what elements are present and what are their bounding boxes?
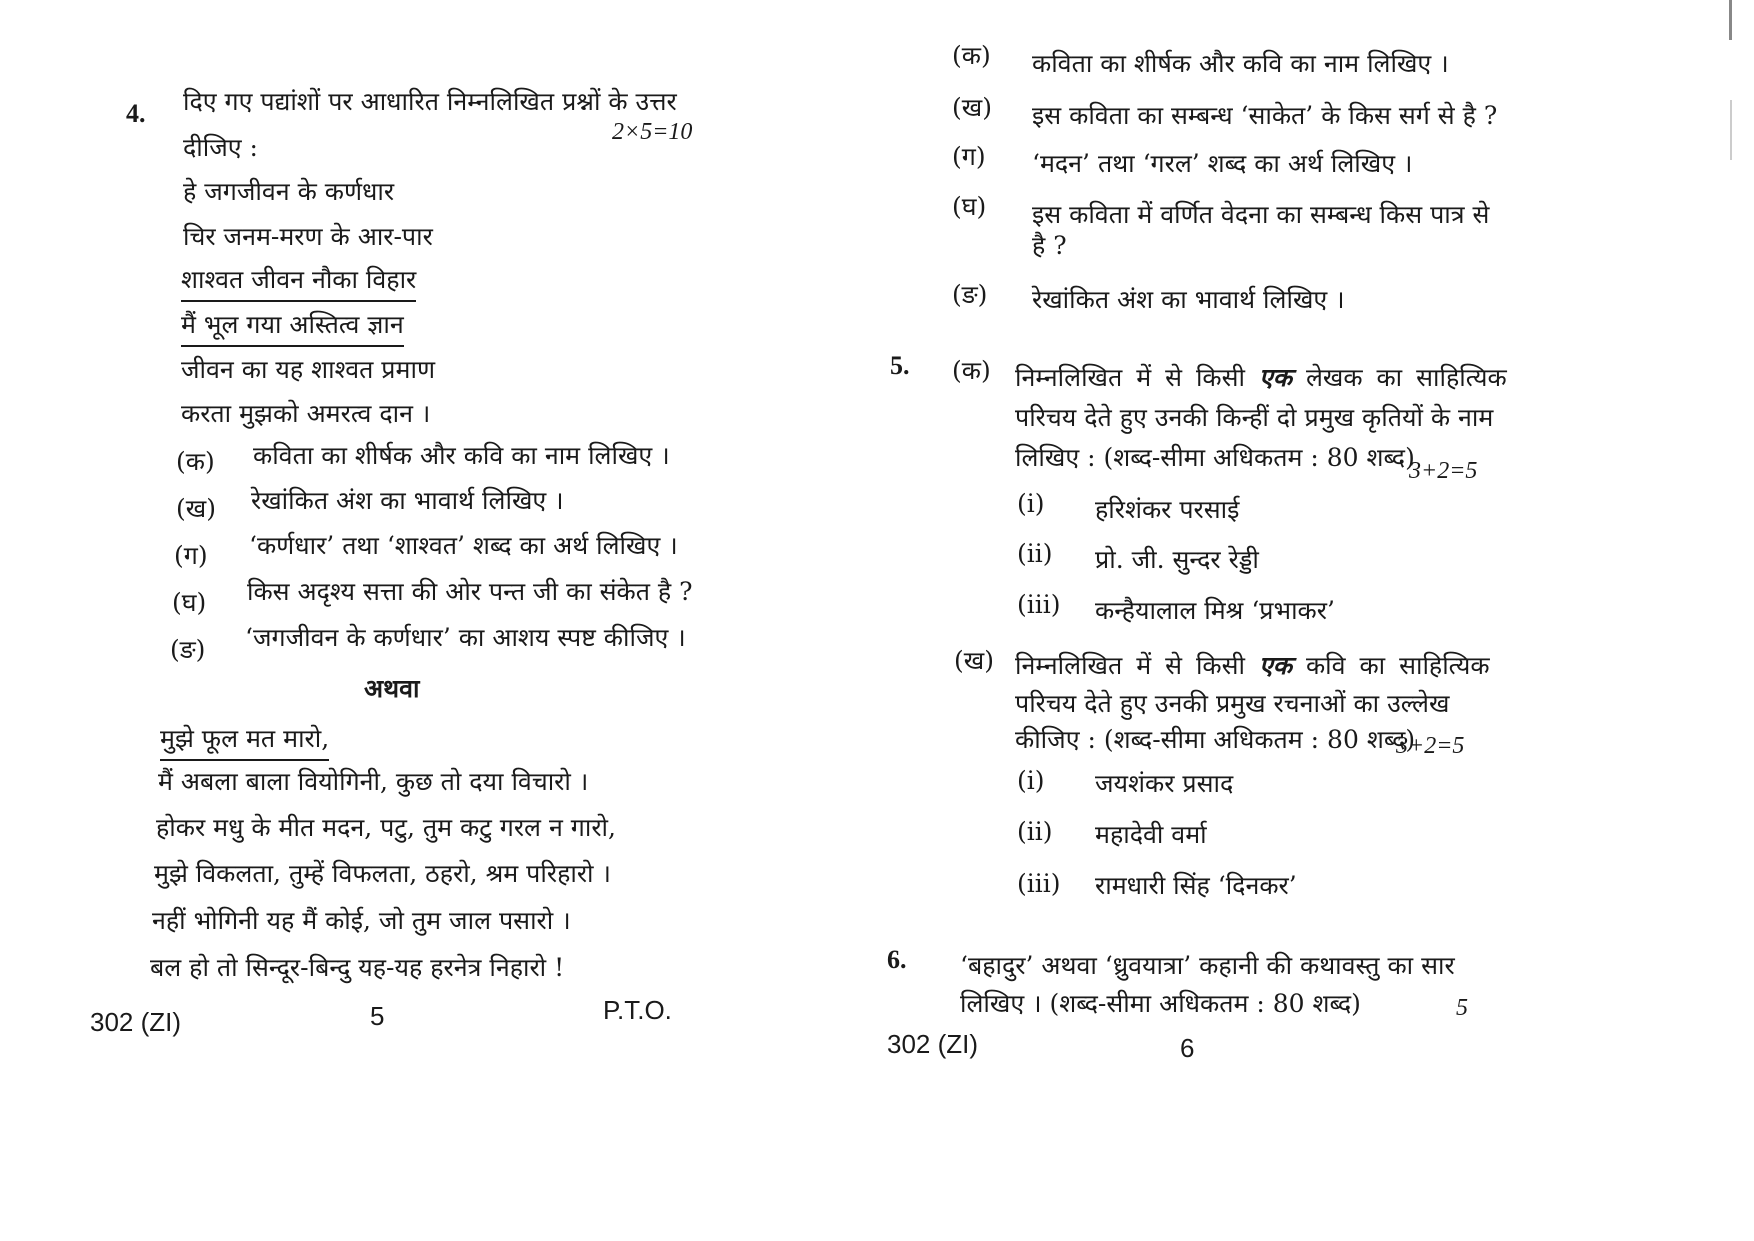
sub-question-label: (ख) bbox=[176, 494, 216, 523]
q5-part-ka-line1: निम्नलिखित में से किसी एक लेखक का साहित्यिक bbox=[1015, 363, 1507, 392]
sub-question-label: (घ) bbox=[172, 588, 207, 617]
footer-page-number: 6 bbox=[1180, 1033, 1195, 1063]
sub-question-label: (क) bbox=[952, 41, 991, 70]
or-label: अथवा bbox=[364, 674, 420, 703]
q5-part-ka-label: (क) bbox=[952, 356, 991, 385]
q5-part-kha-emphasis: एक bbox=[1258, 651, 1292, 680]
option-text: प्रो. जी. सुन्दर रेड्डी bbox=[1095, 545, 1259, 574]
sub-question-label: (ङ) bbox=[952, 280, 988, 309]
sub-question-text: ‘कर्णधार’ तथा ‘शाश्वत’ शब्द का अर्थ लिखिए । bbox=[249, 531, 678, 560]
sub-question-text: इस कविता में वर्णित वेदना का सम्बन्ध किस पात्र से bbox=[1032, 200, 1490, 229]
poem-1-line: हे जगजीवन के कर्णधार bbox=[183, 177, 395, 206]
question-5-number: 5. bbox=[890, 351, 910, 380]
sub-question-label: (ग) bbox=[174, 541, 208, 570]
question-4-instruction: दिए गए पद्यांशों पर आधारित निम्नलिखित प्रश्नों के उत्तर bbox=[183, 87, 677, 116]
question-4-number: 4. bbox=[126, 99, 146, 128]
poem-2-line-underlined: मुझे फूल मत मारो, bbox=[160, 723, 329, 761]
poem-2-line: होकर मधु के मीत मदन, पटु, तुम कटु गरल न गारो, bbox=[156, 813, 616, 842]
q5-part-kha-label: (ख) bbox=[954, 646, 994, 675]
right-page bbox=[877, 0, 1754, 1241]
q5-part-ka-marks: 3+2=5 bbox=[1409, 458, 1478, 484]
sub-question-label: (घ) bbox=[952, 192, 987, 221]
q5-part-kha-marks: 3+2=5 bbox=[1396, 733, 1465, 759]
poem-2-line: नहीं भोगिनी यह मैं कोई, जो तुम जाल पसारो । bbox=[152, 906, 571, 935]
q6-line1: ‘बहादुर’ अथवा ‘ध्रुवयात्रा’ कहानी की कथावस्तु का सार bbox=[960, 951, 1455, 980]
option-text: महादेवी वर्मा bbox=[1095, 820, 1207, 849]
sub-question-text: कविता का शीर्षक और कवि का नाम लिखिए । bbox=[253, 441, 670, 470]
option-text: रामधारी सिंह ‘दिनकर’ bbox=[1095, 871, 1297, 900]
option-label: (i) bbox=[1017, 766, 1045, 795]
option-label: (ii) bbox=[1017, 539, 1053, 568]
poem-1-line: करता मुझको अमरत्व दान । bbox=[181, 399, 431, 428]
q5-part-kha-line3: कीजिए : (शब्द-सीमा अधिकतम : 80 शब्द) bbox=[1015, 725, 1416, 754]
poem-1-line-underlined: मैं भूल गया अस्तित्व ज्ञान bbox=[181, 309, 404, 347]
footer-paper-code: 302 (ZI) bbox=[90, 1007, 182, 1037]
poem-2-line: बल हो तो सिन्दूर-बिन्दु यह-यह हरनेत्र निहारो ! bbox=[150, 953, 565, 982]
poem-2-line: मुझे विकलता, तुम्हें विफलता, ठहरो, श्रम परिहारो । bbox=[154, 859, 611, 888]
option-label: (ii) bbox=[1017, 817, 1053, 846]
footer-pto: P.T.O. bbox=[603, 995, 672, 1025]
question-4-marks: 2×5=10 bbox=[612, 119, 693, 145]
sub-question-text: ‘मदन’ तथा ‘गरल’ शब्द का अर्थ लिखिए । bbox=[1032, 149, 1413, 178]
option-text: कन्हैयालाल मिश्र ‘प्रभाकर’ bbox=[1095, 596, 1335, 625]
option-text: जयशंकर प्रसाद bbox=[1095, 769, 1234, 798]
sub-question-text-cont: है ? bbox=[1032, 231, 1067, 260]
question-4-instruction-cont: दीजिए : bbox=[183, 133, 258, 162]
poem-1-line: चिर जनम-मरण के आर-पार bbox=[183, 222, 433, 251]
sub-question-text: कविता का शीर्षक और कवि का नाम लिखिए । bbox=[1032, 49, 1449, 78]
sub-question-text: किस अदृश्य सत्ता की ओर पन्त जी का संकेत है ? bbox=[247, 577, 693, 606]
footer-paper-code: 302 (ZI) bbox=[887, 1029, 979, 1059]
poem-1-line: जीवन का यह शाश्वत प्रमाण bbox=[181, 355, 436, 384]
option-text: हरिशंकर परसाई bbox=[1095, 495, 1240, 524]
q5-part-kha-line2: परिचय देते हुए उनकी प्रमुख रचनाओं का उल्लेख bbox=[1015, 689, 1450, 718]
q5-part-ka-emphasis: एक bbox=[1258, 363, 1292, 392]
scan-edge-mark bbox=[1729, 0, 1732, 40]
sub-question-text: इस कविता का सम्बन्ध ‘साकेत’ के किस सर्ग से है ? bbox=[1032, 101, 1498, 130]
option-label: (i) bbox=[1017, 489, 1045, 518]
sub-question-text: रेखांकित अंश का भावार्थ लिखिए । bbox=[251, 486, 564, 515]
q5-part-kha-line1: निम्नलिखित में से किसी एक कवि का साहित्यिक bbox=[1015, 651, 1490, 680]
sub-question-text: ‘जगजीवन के कर्णधार’ का आशय स्पष्ट कीजिए । bbox=[245, 623, 686, 652]
question-6-number: 6. bbox=[887, 945, 907, 974]
poem-1-line-underlined: शाश्वत जीवन नौका विहार bbox=[181, 264, 416, 302]
poem-2-line: मैं अबला बाला वियोगिनी, कुछ तो दया विचारो । bbox=[158, 767, 589, 796]
sub-question-label: (क) bbox=[176, 447, 215, 476]
sub-question-text: रेखांकित अंश का भावार्थ लिखिए । bbox=[1032, 285, 1345, 314]
option-label: (iii) bbox=[1017, 590, 1061, 619]
sub-question-label: (ङ) bbox=[170, 635, 206, 664]
q5-part-ka-line2: परिचय देते हुए उनकी किन्हीं दो प्रमुख कृतियों के नाम bbox=[1015, 403, 1494, 432]
sub-question-label: (ग) bbox=[952, 142, 986, 171]
q6-marks: 5 bbox=[1456, 995, 1468, 1021]
q6-line2: लिखिए । (शब्द-सीमा अधिकतम : 80 शब्द) bbox=[960, 989, 1361, 1018]
footer-page-number: 5 bbox=[370, 1001, 385, 1031]
sub-question-label: (ख) bbox=[952, 93, 992, 122]
q5-part-ka-line3: लिखिए : (शब्द-सीमा अधिकतम : 80 शब्द) bbox=[1015, 443, 1415, 472]
option-label: (iii) bbox=[1017, 869, 1061, 898]
scan-edge-mark bbox=[1730, 100, 1732, 160]
